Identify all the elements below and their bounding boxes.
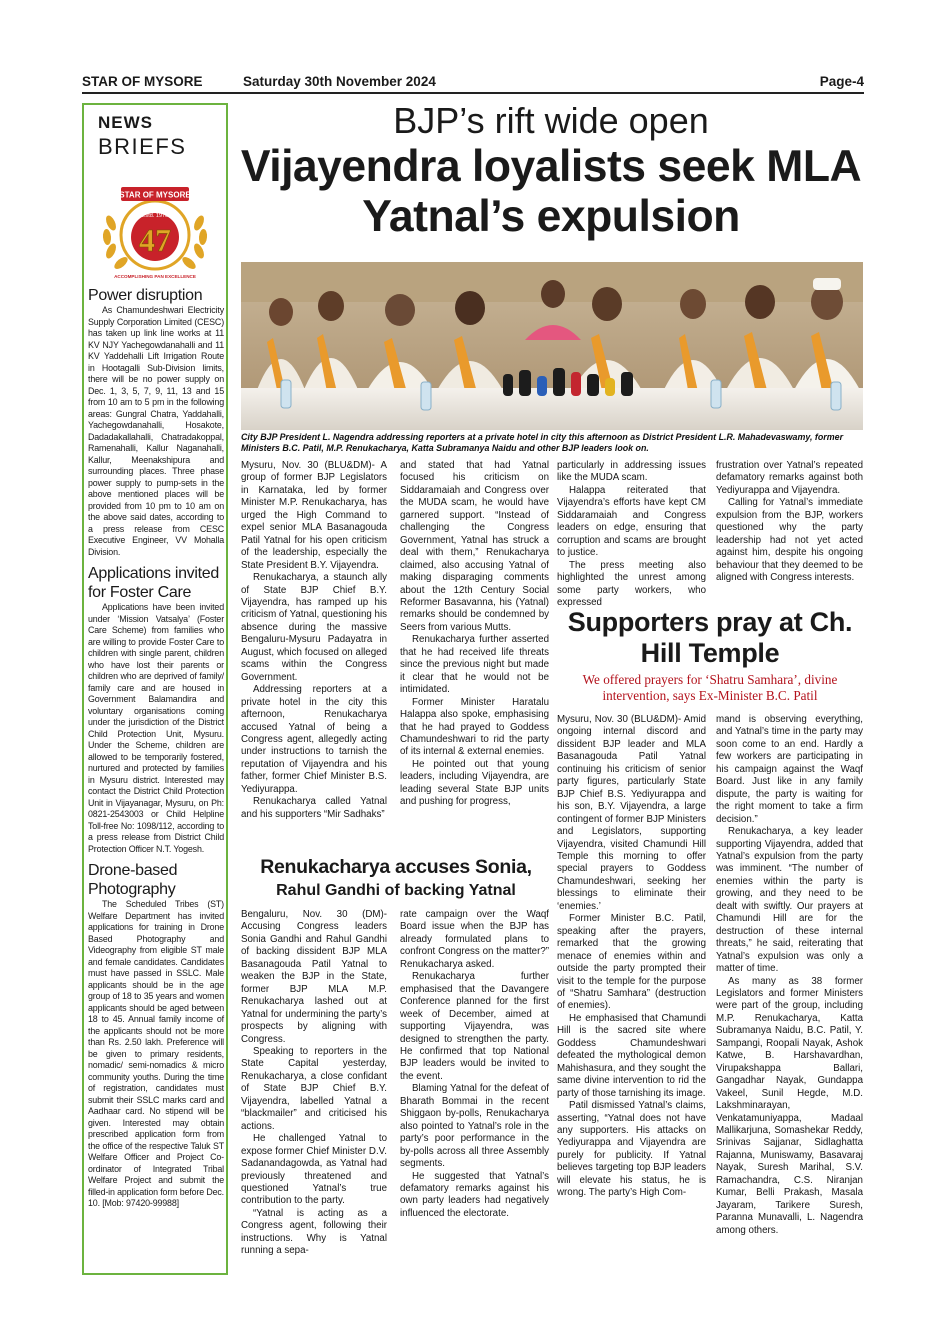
story3-deck: We offered prayers for ‘Shatru Samhara’, divine intervention, says Ex-Minister B.C. Patil — [582, 672, 838, 703]
logo-number: 47 — [139, 222, 171, 258]
masthead — [82, 74, 864, 94]
paragraph: mand is observing everything, and Yatnal’s time in the party may soon come to an end. Hardly a few workers are participating in his campaign against the Waqf Board. Just like in any family dispute, the party is waiting for the right moment to take a firm decision.” — [716, 714, 863, 825]
brief-text: As Chamundeshwari Electricity Supply Corporation Limited (CESC) has taken up link line works at 11 KV NJY Yachegowdanahalli and 11 KV Yaddehalli Lift Irrigation Route in Hootagalli Sub-Division limits, there will be no power supply on Dec. 1, 3, 5, 7, 9, 11, 13 and 15 from 10 am to 5 pm in the following areas: Gungral Chatra, Yaddahalli, Yachegowdanahalli, Hosakote, Dadadakallahalli, Chatradakoppal, Ramenahalli, Kallur Naganahalli, Kallur, Meenakshipura and surrounding places. Three phase power supply to pump-sets in the above mentioned places will be provided from 10 pm to 10 am on the above said dates, according to a press release from CESC Executive Engineer, VV Mohalla Division. — [88, 305, 224, 557]
page-number: Page-4 — [819, 74, 864, 89]
photo-table — [241, 388, 863, 430]
paragraph: Mysuru, Nov. 30 (BLU&DM)- A group of former BJP Legislators in Karnataka, led by former Minister M.P. Renukacharya, has urged the High Command to expel senior MLA Basanagouda Patil Yatnal for his open criticism of the leadership, especially the State President B.Y. Vijayendra. — [241, 460, 387, 571]
paragraph: Renukacharya further asserted that he had received life threats since the previous night but made it clear that he would not be intimidated. — [400, 634, 549, 696]
story3-column-2 — [716, 714, 863, 1237]
paragraph: Renukacharya further emphasised that the Davangere Conference planned for the first week of December, aimed at supporting Vijayendra, was designed to strengthen the party. He confirmed that top National BJP leaders would be invited to the event. — [400, 971, 549, 1082]
paragraph: Renukacharya, a staunch ally of State BJP Chief B.Y. Vijayendra, has ramped up his criticism of Yatnal, questioning his absence during the massive Bengaluru-Mysuru Padayatra in August, which focused on alleged scams within the Congress Government. — [241, 572, 387, 683]
lead-kicker: BJP’s rift wide open — [393, 100, 709, 141]
paragraph: Blaming Yatnal for the defeat of Bharath Bommai in the recent Shiggaon by-polls, Renukacharya also pointed to Yatnal’s role in the party’s poor performance in the by-polls across all three Assembly segments. — [400, 1083, 549, 1170]
brief-text: Applications have been invited under ‘Mission Vatsalya’ (Foster Care Scheme) from families who are willing to provide Foster Care to children with single parent, children who have lost their parents or children who are deprived of family/ family care and are housed in Government Balamandira and voluntary organisations coming under the jurisdiction of the District Child Protection Unit, Mysuru. Under the Scheme, children are allowed to be temporarily fostered, nurtured and protected by families in Mysuru district. Interested may contact the District Child Protection Unit in Vijayanagar, Mysuru, on Ph: 0821-2543003 or Child Helpline Toll-free No: 1098/112, according to a press release from District Child Protection Officer N.T. Yogesh. — [88, 602, 224, 854]
brief-title: Power disruption — [88, 287, 203, 304]
story2-column-2 — [400, 909, 549, 1220]
paragraph: Renukacharya called Yatnal and his supporters “Mir Sadhaks” — [241, 796, 387, 820]
paragraph: The press meeting also highlighted the unrest among some party workers, who expressed — [557, 559, 706, 608]
paragraph: Bengaluru, Nov. 30 (DM)- Accusing Congress leaders Sonia Gandhi and Rahul Gandhi of backing dissident BJP MLA Basanagouda Patil Yatnal to weaken the BJP in the State, former BJP MLA M.P. Renukacharya lashed out at Yatnal for undermining the party’s prospects by aligning with Congress. — [241, 909, 387, 1045]
anniversary-logo — [93, 183, 217, 283]
logo-top-text: STAR OF MYSORE — [119, 190, 191, 200]
paragraph: Halappa reiterated that Vijayendra’s efforts have kept CM Siddaramaiah and Congress leaders on edge, ensuring that corruption and scams are brought to justice. — [557, 484, 706, 559]
paragraph: and stated that had Yatnal focused his criticism on Siddaramaiah and Congress over the MUDA scam, he would have garnered support. “Instead of challenging the Congress Government, Yatnal has struck a deal with them,” Renukacharya claimed, also accusing Yatnal of making disparaging comments about the 12th Century Social Reformer Basavanna, his (Yatnal) remarks should be condemned by Seers from various Mutts. — [400, 460, 549, 633]
issue-date: Saturday 30th November 2024 — [243, 74, 436, 89]
publication-name: STAR OF MYSORE — [82, 74, 203, 89]
paragraph: He suggested that Yatnal’s defamatory remarks against his own party leaders had negatively influenced the electorate. — [400, 1170, 549, 1219]
briefs-heading-news: NEWS — [98, 113, 153, 132]
paragraph: rate campaign over the Waqf Board issue when the BJP has already formulated plans to confront Congress on the matter?” Renukacharya asked. — [400, 909, 549, 970]
paragraph: Patil dismissed Yatnal’s claims, asserting, “Yatnal does not have any supporters. His attacks on Yediyurappa and Vijayendra are purely for publicity. If Yatnal believes targeting top BJP leaders will elevate his status, he is wrong. The party’s High Com- — [557, 1100, 706, 1199]
paragraph: Mysuru, Nov. 30 (BLU&DM)- Amid ongoing internal discord and dissident BJP leader and MLA Basanagouda Patil Yatnal continuing his criticism of senior party figures, particularly State BJP Chief B.S. Yediyurappa and his son, B.Y. Vijayendra, a large contingent of former BJP Ministers and Legislators, supporting Vijayendra, visited Chamundi Hill Temple this morning to offer special prayers to Goddess Chamundeshwari, seeking her blessings to eliminate their ‘enemies.’ — [557, 714, 706, 912]
lead-column-4 — [716, 460, 863, 585]
briefs-heading-briefs: BRIEFS — [98, 134, 187, 159]
paragraph: Former Minister B.C. Patil, speaking after the prayers, remarked that the growing menace of enemies within and outside the party prompted their visit to the temple for the purpose of “Shatru Samhara” (destruction of enemies). — [557, 913, 706, 1012]
paragraph: Addressing reporters at a private hotel in the city this afternoon, Renukacharya accused Yatnal of being a Congress agent, allegedly acting under instructions to tarnish the reputation of Vijayendra and his father, former Chief Minister B.S. Yediyurappa. — [241, 684, 387, 795]
story2-headline-line1: Renukacharya accuses Sonia, — [260, 856, 532, 878]
brief-item — [88, 861, 224, 1210]
brief-item — [88, 564, 224, 855]
story3-column-1 — [557, 714, 706, 1200]
paragraph: Calling for Yatnal’s immediate expulsion from the BJP, workers questioned why the party leadership had not yet acted against him, despite his ongoing behaviour that they deemed to be aligned with Congress interests. — [716, 497, 863, 584]
logo-established: Estd. 1978 — [141, 213, 169, 219]
briefs-heading — [84, 105, 226, 160]
lead-headline: Vijayendra loyalists seek MLA Yatnal’s expulsion — [240, 142, 862, 241]
paragraph: Renukacharya, a key leader supporting Vijayendra, added that Yatnal’s expulsion from the party was imminent. “The number of enemies within the party is growing, and they need to be dealt with swiftly. Our prayers at Chamundi Hill are for the destruction of these internal threats,” he said, reiterating that Yatnal’s expulsion was only a matter of time. — [716, 826, 863, 975]
paragraph: He challenged Yatnal to expose former Chief Minister D.V. Sadanandagowda, as Yatnal had previously threatened and questioned Yatnal’s true contribution to the party. — [241, 1133, 387, 1207]
briefs-list — [88, 284, 224, 1210]
story2-column-1 — [241, 909, 387, 1258]
lead-column-2 — [400, 460, 549, 809]
paragraph: frustration over Yatnal’s repeated defamatory remarks against both Yediyurappa and Vijayendra. — [716, 460, 863, 496]
paragraph: “Yatnal is acting as a Congress agent, following their instructions. Why is Yatnal running a sepa- — [241, 1207, 387, 1257]
logo-bottom-text: ACCOMPLISHING PAN EXCELLENCE — [114, 274, 196, 279]
brief-text: The Scheduled Tribes (ST) Welfare Department has invited applications for training in Drone Based Photography and Videography from eligible ST male and female candidates. Candidates must have passed in SSLC. Male applicants should be in the age group of 18 to 35 years and women applicants should be aged between 18 to 45. Annual family income of the applicants should not be more than Rs. 2.50 lakh. Preference will be given to primary residents, nomadic/ semi-nomadics & micro community youths. During the time of registration, candidates must submit their SSLC marks card and Aadhaar card. No stipend will be given. Interested may obtain prescribed application form from the office of the respective Taluk ST Welfare Officer and Project Co-ordinator of Integrated Tribal Welfare Project and submit the filled-in application form before Dec. 10. [Mob: 97420-99988] — [88, 899, 224, 1208]
news-briefs-sidebar — [82, 103, 228, 1275]
press-meet-photo — [241, 262, 863, 430]
brief-title: Applications invited for Foster Care — [88, 565, 219, 601]
paragraph: Former Minister Haratalu Halappa also spoke, emphasising that he had prayed to Goddess Chamundeshwari to rid the party of its internal & external enemies. — [400, 696, 549, 758]
paragraph: particularly in addressing issues like the MUDA scam. — [557, 460, 706, 484]
paragraph: Speaking to reporters in the State Capital yesterday, Renukacharya, a close confidant of State BJP Chief B.Y. Vijayendra, labelled Yatnal a “blackmailer” and criticised his actions. — [241, 1045, 387, 1132]
paragraph: He pointed out that young leaders, including Vijayendra, are leading several State BJP units and pushing for progress, — [400, 758, 549, 808]
lead-column-3 — [557, 460, 706, 609]
story3-headline: Supporters pray at Ch. Hill Temple — [567, 607, 853, 668]
lead-column-1 — [241, 460, 387, 821]
brief-title: Drone-based Photography — [88, 862, 178, 898]
brief-item — [88, 286, 224, 558]
paragraph: He emphasised that Chamundi Hill is the sacred site where Goddess Chamundeshwari defeated the mythological demon Mahishasura, and they sought the same divine intervention to rid the party of those tarnishing its image. — [557, 1012, 706, 1099]
story2-headline-line2: Rahul Gandhi of backing Yatnal — [276, 882, 516, 899]
paragraph: As many as 38 former Legislators and former Ministers were part of the group, including M.P. Renukacharya, Katta Subramanya Naidu, B.C. Patil, Y. Sampangi, Roopali Nayak, Ashok Katwe, B. Harshavardhan, Virupakshappa Ballari, Gangadhar Nayak, Gundappa Vakeel, Sunil Hegde, M.D. Lakshminarayan, Venkatamuniyappa, Madaal Mallikarjuna, Somashekar Reddy, Srinivas Sajjanar, Sidlaghatta Rajanna, Muniswamy, Basavaraj Nayak, Suresh Marihal, S.V. Ramachandra, C.S. Niranjan Kumar, Belli Prakash, Masala Jayaram, Tarikere Suresh, Paranna Munavalli, L. Nagendra among others. — [716, 975, 863, 1236]
photo-caption: City BJP President L. Nagendra addressing reporters at a private hotel in city this afternoon as District President L.R. Mahadevaswamy, former Ministers B.C. Patil, M.P. Renukacharya, Katta Subramanya Naidu and other BJP leaders look on. — [241, 432, 844, 454]
